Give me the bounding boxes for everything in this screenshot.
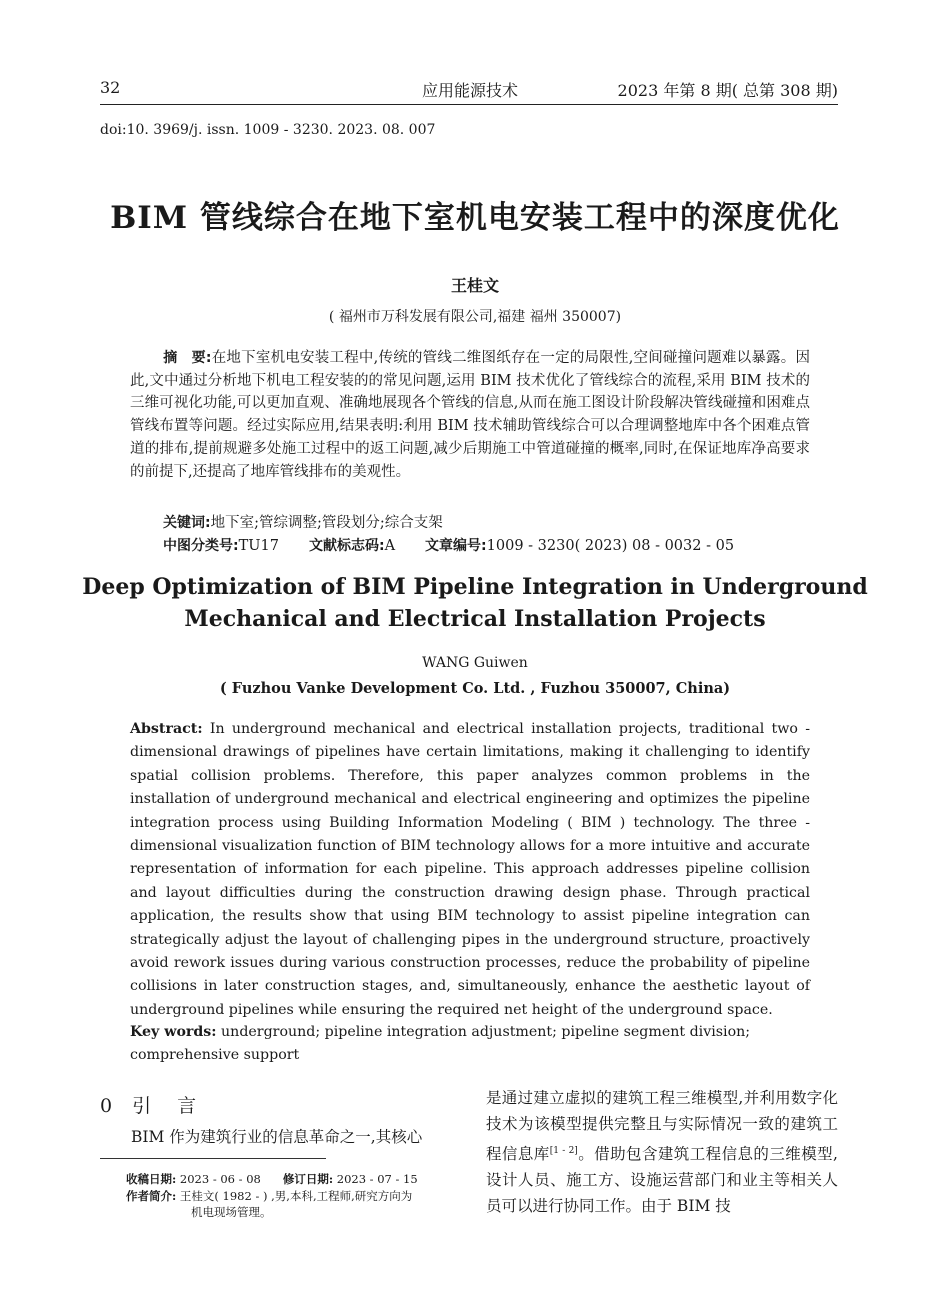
author-cn: 王桂文 xyxy=(450,276,499,295)
doi: doi:10. 3969/j. issn. 1009 - 3230. 2023. 08. 007 xyxy=(100,122,436,138)
footnote-dates xyxy=(126,1171,466,1187)
doc-code-value: A xyxy=(384,538,396,554)
bio-label: 作者简介: xyxy=(126,1189,177,1203)
keywords-en-text: underground; pipeline integration adjustment; pipeline segment division; comprehensive support xyxy=(130,1024,751,1064)
classification-line xyxy=(163,535,734,555)
keywords-en xyxy=(130,1021,810,1068)
citation-ref: [1 - 2] xyxy=(549,1145,578,1156)
author-en: WANG Guiwen xyxy=(422,655,528,671)
keywords-cn-text: 地下室;管综调整;管段划分;综合支架 xyxy=(210,515,443,531)
intro-right-text-1: 是通过建立虚拟的建筑工程三维模型,并利用数字化技术为该模型提供完整且与实际情况一致的建筑工程信息库 xyxy=(486,1089,838,1163)
affiliation-cn: ( 福州市万科发展有限公司,福建 福州 350007) xyxy=(328,309,622,325)
page-header xyxy=(100,76,838,105)
title-en xyxy=(0,571,950,635)
bio-line2: 机电现场管理。 xyxy=(191,1205,272,1219)
bio-line1: 王桂文( 1982 - ) ,男,本科,工程师,研究方向为 xyxy=(179,1189,413,1203)
abstract-en xyxy=(130,718,810,1022)
section-heading-introduction xyxy=(100,1091,200,1118)
abstract-cn-text: 在地下室机电安装工程中,传统的管线二维图纸存在一定的局限性,空间碰撞问题难以暴露。因此,文中通过分析地下机电工程安装的的常见问题,运用 BIM 技术优化了管线综合的流程,采用 BIM 技术的三维可视化功能,可以更加直观、准确地展现各个管线的信息,从而在施工图设计阶段解决管线碰撞和困难点管线布置等问题。经过实际应用,结果表明:利用 BIM 技术辅助管线综合可以合理调整地库中各个困难点管道的排布,提前规避多处施工过程中的返工问题,减少后期施工中管道碰撞的概率,同时,在保证地库净高要求的前提下,还提高了地库管线排布的美观性。 xyxy=(130,350,810,480)
received-label: 收稿日期: xyxy=(126,1172,177,1186)
intro-paragraph-right xyxy=(486,1085,838,1219)
clc-value: TU17 xyxy=(238,538,279,554)
section-title-char1: 引 xyxy=(132,1095,156,1117)
section-title-char2: 言 xyxy=(177,1095,201,1117)
keywords-cn-label: 关键词: xyxy=(163,515,211,531)
revised-value: 2023 - 07 - 15 xyxy=(336,1172,418,1186)
title-en-line1: Deep Optimization of BIM Pipeline Integration in Underground xyxy=(82,574,868,600)
revised-label: 修订日期: xyxy=(282,1172,334,1186)
keywords-cn xyxy=(163,511,443,532)
page-number: 32 xyxy=(100,78,121,97)
abstract-en-text: In underground mechanical and electrical installation projects, traditional two - dimensional drawings of pipelines have certain limitations, making it challenging to identify spatial collision problems. Therefore, this paper analyzes common problems in the installation of underground mechanical and electrical engineering and optimizes the pipeline integration process using Building Information Modeling ( BIM ) technology. The three - dimensional visualization function of BIM technology allows for a more intuitive and accurate representation of information for each pipeline. This approach addresses pipeline collision and layout difficulties during the construction drawing design phase. Through practical application, the results show that using BIM technology to assist pipeline integration can strategically adjust the layout of challenging pipes in the underground structure, proactively avoid rework issues during various construction processes, reduce the probability of pipeline collisions in later construction stages, and, simultaneously, enhance the aesthetic layout of underground pipelines while ensuring the required net height of the underground space. xyxy=(130,721,810,1018)
received-value: 2023 - 06 - 08 xyxy=(179,1172,261,1186)
issue-info: 2023 年第 8 期( 总第 308 期) xyxy=(617,81,838,100)
doc-code-label: 文献标志码: xyxy=(308,538,385,554)
keywords-en-label: Key words: xyxy=(130,1024,217,1040)
footnote-author-bio xyxy=(126,1188,466,1220)
abstract-cn xyxy=(130,347,810,483)
title-en-line2: Mechanical and Electrical Installation Projects xyxy=(184,606,766,632)
title-cn: BIM 管线综合在地下室机电安装工程中的深度优化 xyxy=(110,200,840,236)
section-number: 0 xyxy=(100,1095,113,1117)
article-number-value: 1009 - 3230( 2023) 08 - 0032 - 05 xyxy=(486,538,735,554)
intro-right-text-2: 。借助包含建筑工程信息的三维模型,设计人员、施工方、设施运营部门和业主等相关人员可以进行协同工作。由于 BIM 技 xyxy=(486,1144,838,1216)
clc-label: 中图分类号: xyxy=(163,538,239,554)
abstract-cn-label: 摘 要: xyxy=(163,350,212,366)
intro-paragraph-left: BIM 作为建筑行业的信息革命之一,其核心 xyxy=(131,1128,423,1146)
footnote-divider xyxy=(100,1158,326,1159)
abstract-en-label: Abstract: xyxy=(130,721,203,737)
affiliation-en: ( Fuzhou Vanke Development Co. Ltd. , Fuzhou 350007, China) xyxy=(219,680,731,697)
journal-name: 应用能源技术 xyxy=(422,81,519,100)
article-number-label: 文章编号: xyxy=(425,538,487,554)
